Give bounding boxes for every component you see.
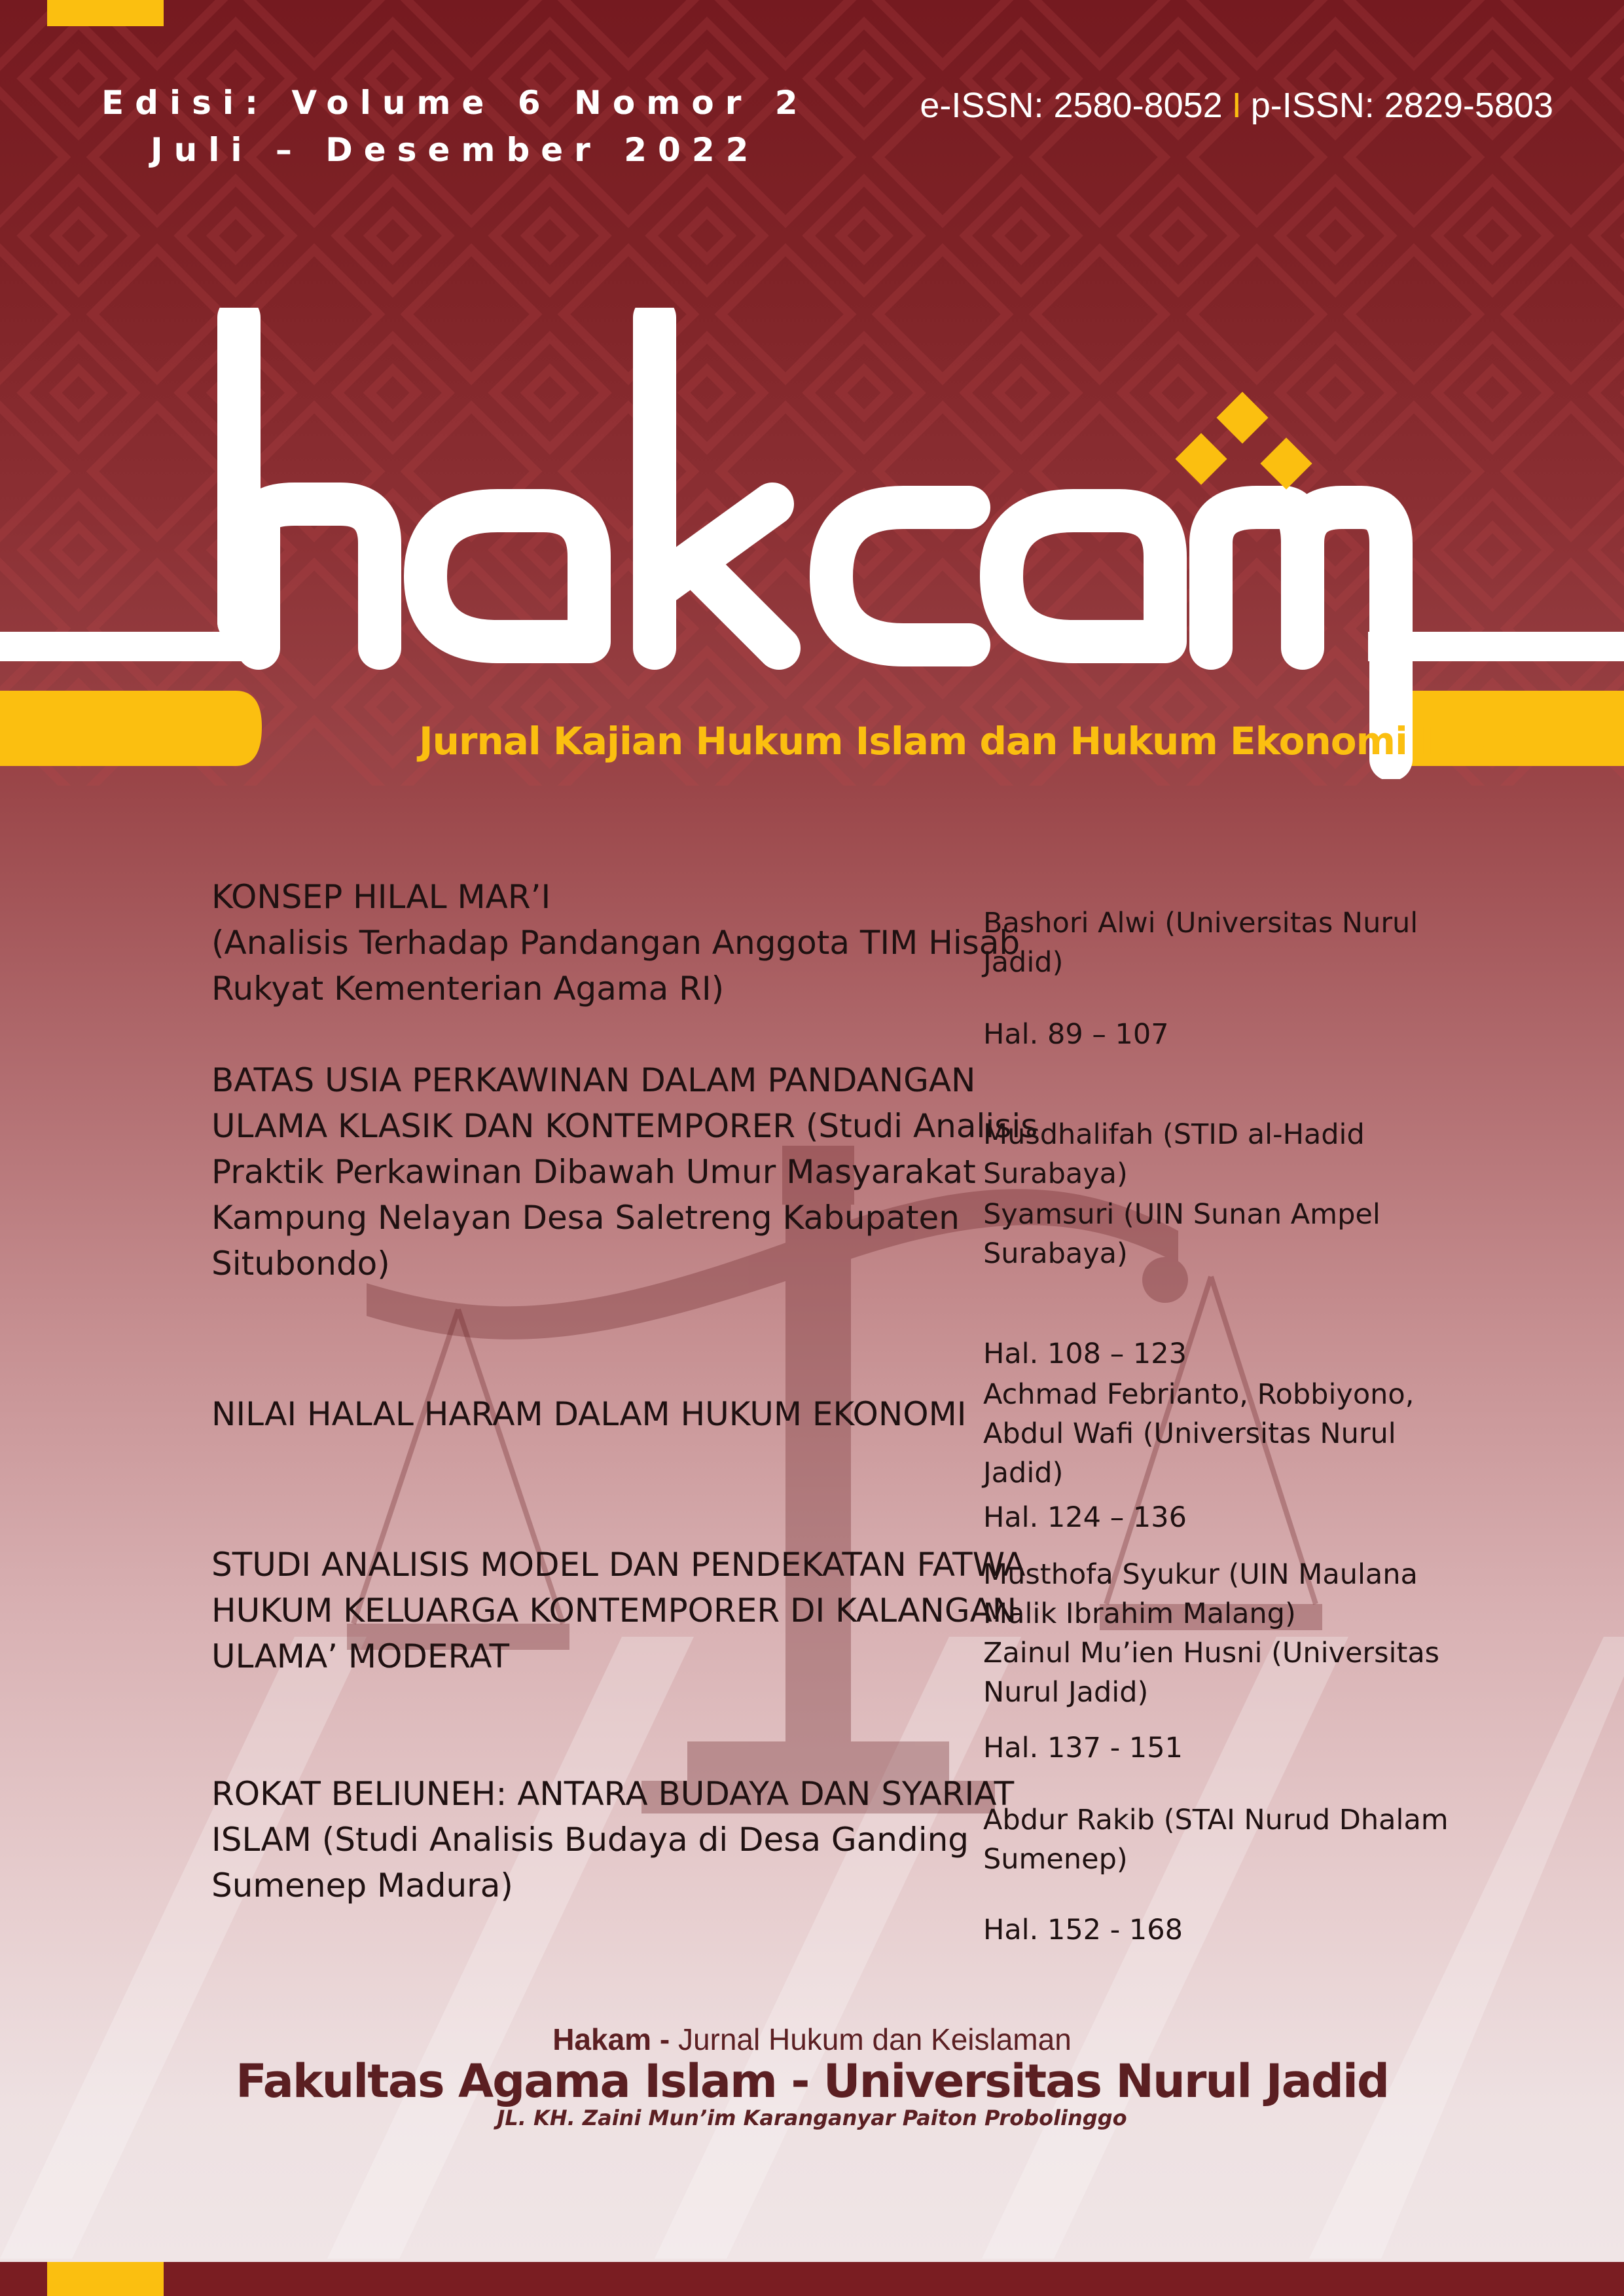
article-1-subtitle: (Analisis Terhadap Pandangan Anggota TIM Hisab Rukyat Kementerian Agama RI) [211, 924, 1020, 1008]
footer-journal-short: Hakam - [552, 2022, 670, 2056]
article-4-title-main: STUDI ANALISIS MODEL DAN PENDEKATAN FATWA HUKUM KELUARGA KONTEMPORER DI KALANGAN ULAMA’ MODERAT [211, 1546, 1026, 1675]
article-5-title [211, 1771, 1056, 1908]
article-1-title-main: KONSEP HILAL MAR’I [211, 878, 551, 916]
article-5-author: Abdur Rakib (STAI Nurud Dhalam Sumenep) [983, 1804, 1449, 1876]
article-2-author-1: Musdhalifah (STID al-Hadid Surabaya) [983, 1118, 1365, 1190]
footer-address: JL. KH. Zaini Mun’im Karanganyar Paiton Probolinggo [497, 2105, 1127, 2130]
article-4-title [211, 1542, 1056, 1679]
article-1-author: Bashori Alwi (Universitas Nurul Jadid) [983, 907, 1418, 979]
article-1-title [211, 874, 1056, 1011]
article-2-subtitle: (Studi Analisis Praktik Perkawinan Dibawah Umur Masyarakat Kampung Nelayan Desa Saletreng Kabupaten Situbondo) [211, 1107, 1038, 1283]
article-3-title [211, 1391, 1056, 1437]
article-5-subtitle: (Studi Analisis Budaya di Desa Ganding Sumenep Madura) [211, 1821, 969, 1904]
article-2-title-main: BATAS USIA PERKAWINAN DALAM PANDANGAN ULAMA KLASIK DAN KONTEMPORER [211, 1061, 976, 1145]
bottom-bar [0, 2262, 1624, 2296]
article-2-author-2: Syamsuri (UIN Sunan Ampel Surabaya) [983, 1198, 1380, 1270]
footer-journal-desc: Jurnal Hukum dan Keislaman [677, 2022, 1072, 2056]
top-left-accent [47, 0, 164, 26]
eissn: e-ISSN: 2580-8052 [920, 86, 1223, 125]
journal-subtitle: Jurnal Kajian Hukum Islam dan Hukum Ekonomi Islam [419, 719, 1532, 763]
article-1-pages: Hal. 89 – 107 [983, 1018, 1169, 1051]
hakam-logo [0, 308, 1624, 779]
article-5-title-main: ROKAT BELIUNEH: ANTARA BUDAYA DAN SYARIAT ISLAM [211, 1775, 1015, 1859]
article-3-title-main: NILAI HALAL HARAM DALAM HUKUM EKONOMI [211, 1395, 967, 1433]
pissn: p-ISSN: 2829-5803 [1250, 86, 1553, 125]
footer-journal-line [0, 2022, 1624, 2057]
footer-institution: Fakultas Agama Islam - Universitas Nurul Jadid [235, 2054, 1389, 2108]
bottom-left-accent [47, 2262, 164, 2296]
issn-separator: I [1231, 86, 1242, 125]
article-4-author-2: Zainul Mu’ien Husni (Universitas Nurul Jadid) [983, 1637, 1440, 1709]
article-4-pages: Hal. 137 - 151 [983, 1732, 1183, 1764]
article-3-pages: Hal. 124 – 136 [983, 1501, 1187, 1534]
article-2-pages: Hal. 108 – 123 [983, 1338, 1187, 1370]
edition-line-1: Edisi: Volume 6 Nomor 2 [101, 84, 809, 122]
article-4-author-1: Musthofa Syukur (UIN Maulana Malik Ibrahim Malang) [983, 1558, 1418, 1630]
article-2-title [211, 1057, 1056, 1286]
article-5-pages: Hal. 152 - 168 [983, 1914, 1183, 1946]
article-3-author: Achmad Febrianto, Robbiyono, Abdul Wafi (Universitas Nurul Jadid) [983, 1378, 1415, 1489]
issn-block [920, 85, 1553, 126]
edition-line-2: Juli – Desember 2022 [151, 131, 760, 169]
